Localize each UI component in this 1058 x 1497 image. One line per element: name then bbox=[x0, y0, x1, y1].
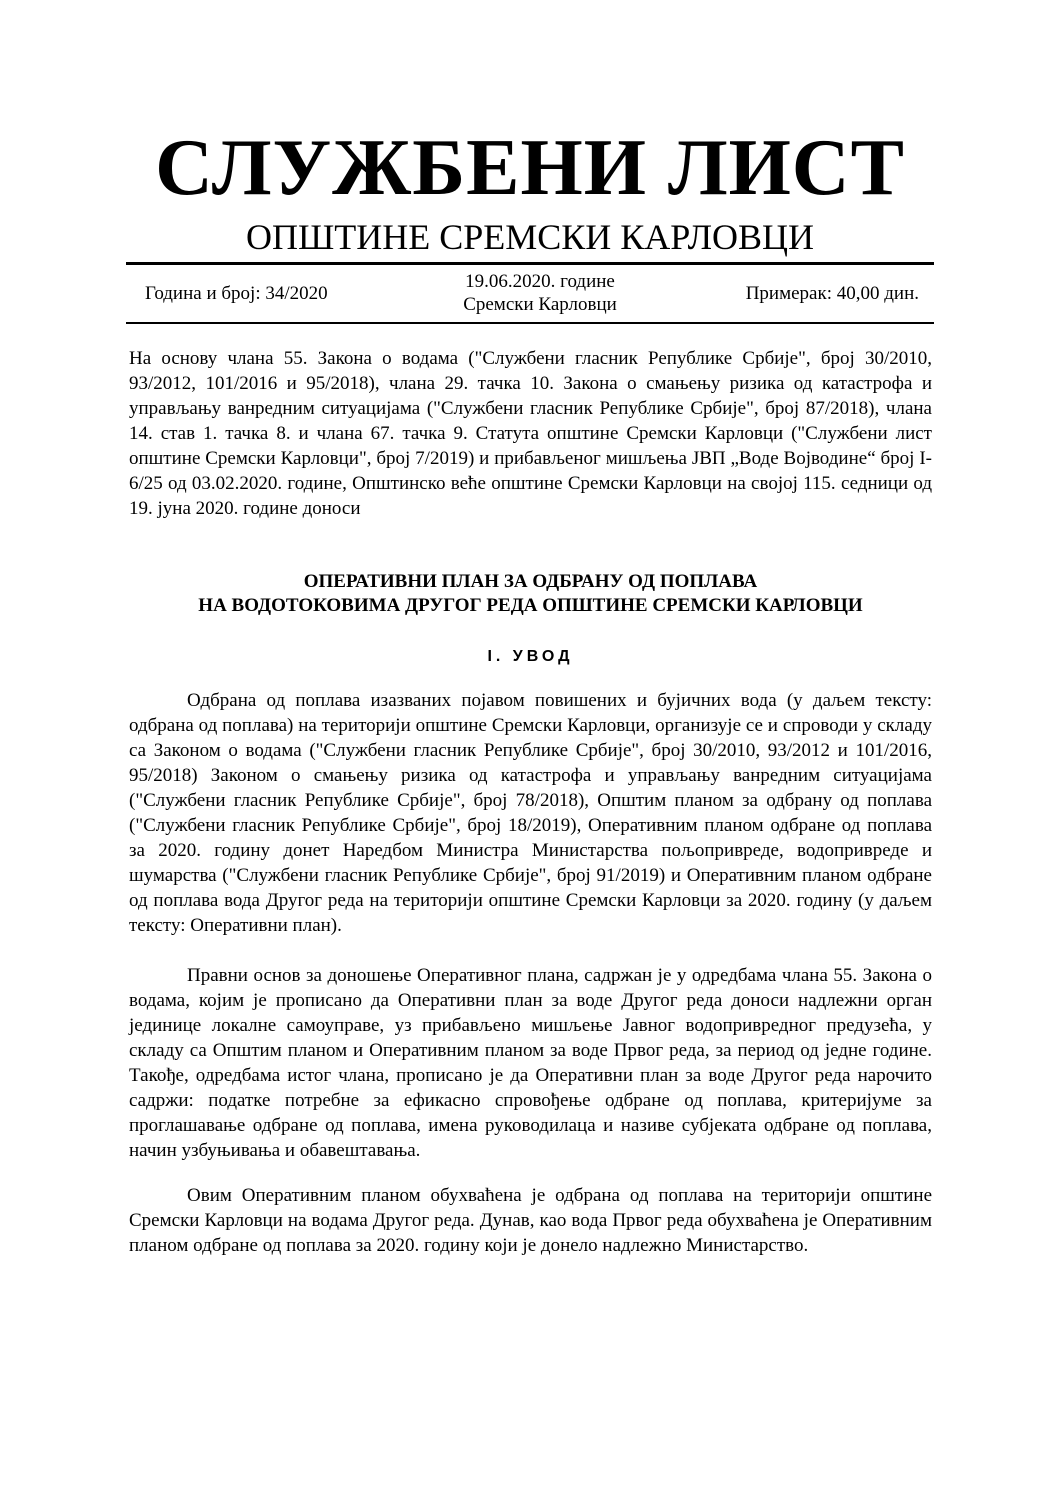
document-title bbox=[129, 570, 932, 618]
issue-year-number: Година и број: 34/2020 bbox=[145, 283, 328, 304]
document-title-line-2: НА ВОДОТОКОВИМА ДРУГОГ РЕДА ОПШТИНЕ СРЕМСКИ КАРЛОВЦИ bbox=[198, 595, 863, 616]
document-title-line-1: ОПЕРАТИВНИ ПЛАН ЗА ОДБРАНУ ОД ПОПЛАВА bbox=[303, 571, 758, 592]
section-heading: I. УВОД bbox=[487, 648, 574, 665]
preamble-paragraph: На основу члана 55. Закона о водама ("Службени гласник Републике Србије", број 30/2010, 93/2012, 101/2016 и 95/2018), члана 29. тачка 10. Закона о смањењу ризика од катастрофа и управљању ванредним ситуацијама ("Службени гласник Републике Србије", број 87/2018), члана 14. став 1. тачка 8. и члана 67. тачка 9. Статута општине Сремски Карловци ("Службени лист општине Сремски Карловци", број 7/2019) и прибављеног мишљења ЈВП „Воде Војводине“ број I-6/25 од 03.02.2020. године, Општинско веће општине Сремски Карловци на својој 115. седници од 19. јуна 2020. године доноси bbox=[129, 348, 932, 519]
body-paragraph-3: Овим Оперативним планом обухваћена је одбрана од поплава на територији општине Сремски Карловци на водама Другог реда. Дунав, као вода Првог реда обухваћена је Оперативним планом одбране од поплава за 2020. годину који је донело надлежно Министарство. bbox=[129, 1185, 932, 1256]
body-paragraph-1: Одбрана од поплава изазваних појавом повишених и бујичних вода (у даљем тексту: одбрана од поплава) на територији општине Сремски Карловци, организује се и спроводи у складу са Законом о водама ("Службени гласник Републике Србије", број 30/2010, 93/2012 и 101/2016, 95/2018) Законом о смањењу ризика од катастрофа и управљању ванредним ситуацијама ("Службени гласник Републике Србије", број 78/2018), Општим планом за одбрану од поплава ("Службени гласник Републике Србије", број 18/2019), Оперативним планом одбране од поплава за 2020. годину донет Наредбом Министра Министарства пољопривреде, водопривреде и шумарства ("Службени гласник Републике Србије", број 91/2019) и Оперативним планом одбране од поплава вода Другог реда на територији општине Сремски Карловци за 2020. годину (у даљем тексту: Оперативни план). bbox=[129, 690, 932, 936]
top-rule bbox=[126, 262, 934, 265]
issue-date: 19.06.2020. године bbox=[465, 271, 615, 292]
issue-place: Сремски Карловци bbox=[463, 294, 617, 315]
issue-date-place bbox=[430, 270, 650, 316]
bottom-rule bbox=[126, 322, 934, 324]
body-paragraph-2: Правни основ за доношење Оперативног плана, садржан је у одредбама члана 55. Закона о водама, којим је прописано да Оперативни план за воде Другог реда доноси надлежни орган јединице локалне самоуправе, уз прибављено мишљење Јавног водопривредног предузећа, у складу са Општим планом и Оперативним планом за воде Првог реда, за период од једне године. Такође, одредбама истог члана, прописано је да Оперативни план за воде Другог реда нарочито садржи: податке потребне за ефикасно спровођење одбране од поплава, критеријуме за проглашавање одбране од поплава, имена руководилаца и називе субјеката одбране од поплава, начин узбуњивања и обавештавања. bbox=[129, 965, 932, 1161]
issue-price: Примерак: 40,00 дин. bbox=[745, 283, 919, 304]
masthead-title: СЛУЖБЕНИ ЛИСТ bbox=[155, 124, 905, 212]
masthead-subtitle: ОПШТИНЕ СРЕМСКИ КАРЛОВЦИ bbox=[245, 217, 815, 257]
